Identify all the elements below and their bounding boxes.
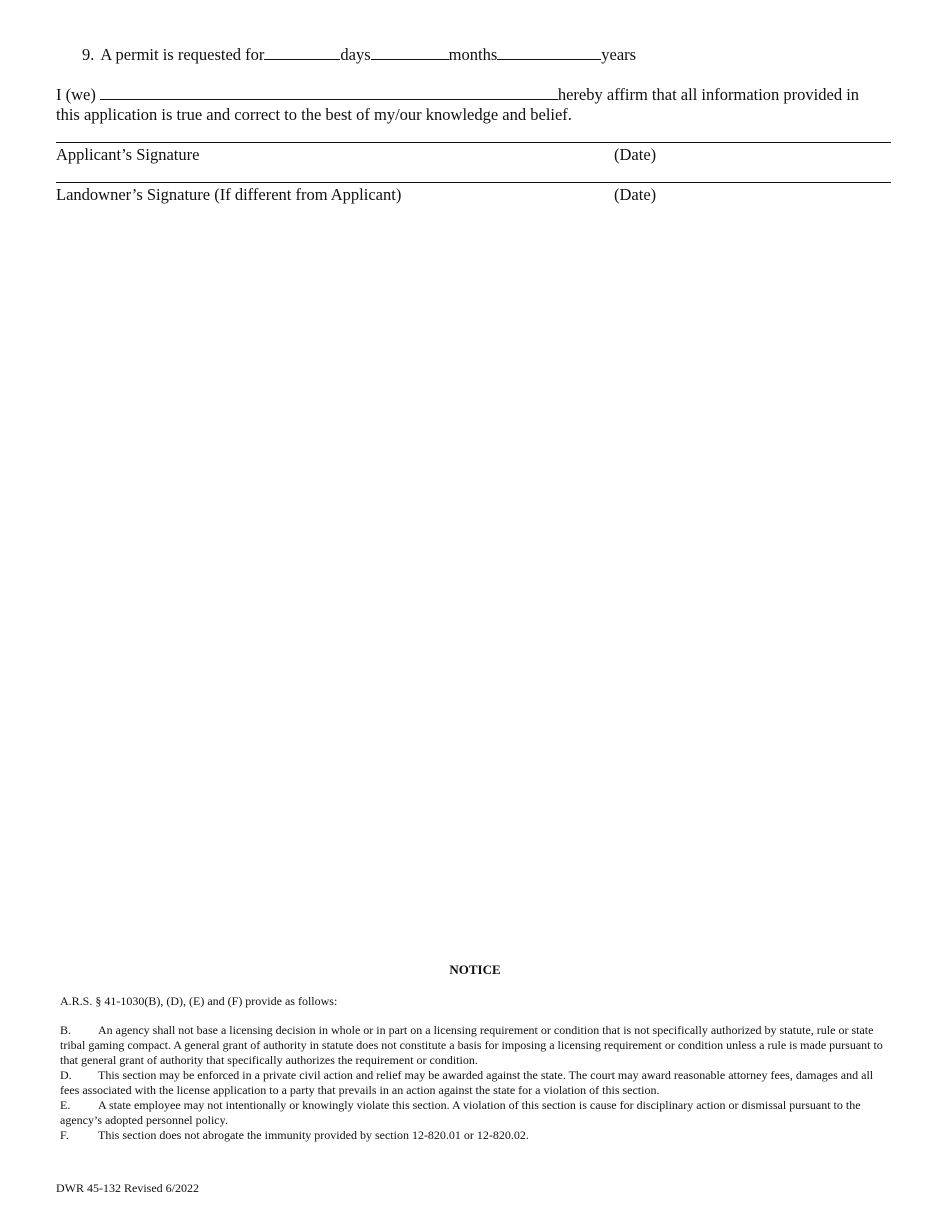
clause-text: A state employee may not intentionally or knowingly violate this section. A violation of this section is cause for disciplinary action or dismissal pursuant to the agency’s adopted personnel policy. bbox=[60, 1098, 861, 1127]
form-id: DWR 45-132 Revised 6/2022 bbox=[56, 1181, 199, 1195]
clause-text: This section does not abrogate the immunity provided by section 12-820.01 or 12-820.02. bbox=[98, 1128, 529, 1142]
clause-letter: E. bbox=[60, 1098, 71, 1112]
item-number: 9. bbox=[82, 45, 95, 64]
permit-duration-label: A permit is requested for bbox=[100, 45, 265, 64]
clause-text: This section may be enforced in a private civil action and relief may be awarded against the state. The court may award reasonable attorney fees, damages and all fees associated with the license application to a party that prevails in an action against the state for a violation of this section. bbox=[60, 1068, 874, 1097]
applicant-date-label: (Date) bbox=[614, 145, 657, 164]
years-input-line[interactable] bbox=[497, 45, 601, 60]
days-input-line[interactable] bbox=[264, 45, 340, 60]
clause-text: An agency shall not base a licensing decision in whole or in part on a licensing requirement or condition that is not specifically authorized by statute, rule or state tribal gaming compact. A general grant of authority in statute does not constitute a basis for imposing a licensing requirement or condition unless a rule is made pursuant to that general grant of authority that specifically authorizes the requirement or condition. bbox=[60, 1023, 883, 1067]
affirmation-prefix: I (we) bbox=[56, 85, 96, 104]
days-label: days bbox=[340, 45, 371, 64]
applicant-signature-line[interactable] bbox=[56, 142, 891, 143]
landowner-signature-line[interactable] bbox=[56, 182, 891, 183]
years-label: years bbox=[601, 45, 637, 64]
permit-duration-question bbox=[82, 45, 636, 65]
notice-clause-b bbox=[60, 1023, 886, 1068]
affirmation-statement bbox=[56, 85, 876, 125]
notice-clause-d bbox=[60, 1068, 886, 1098]
clause-letter: D. bbox=[60, 1068, 72, 1082]
months-input-line[interactable] bbox=[371, 45, 449, 60]
notice-intro: A.R.S. § 41-1030(B), (D), (E) and (F) provide as follows: bbox=[60, 994, 338, 1008]
notice-clauses bbox=[60, 1023, 886, 1143]
notice-title: NOTICE bbox=[449, 962, 501, 977]
affirmation-text: hereby affirm that all information provided in this application is true and correct to the best of my/our knowledge and belief. bbox=[56, 85, 860, 124]
clause-letter: F. bbox=[60, 1128, 69, 1142]
applicant-signature-label: Applicant’s Signature bbox=[56, 145, 200, 164]
notice-clause-e bbox=[60, 1098, 886, 1128]
months-label: months bbox=[448, 45, 498, 64]
applicant-name-input-line[interactable] bbox=[100, 85, 558, 100]
notice-clause-f bbox=[60, 1128, 886, 1143]
landowner-signature-label: Landowner’s Signature (If different from Applicant) bbox=[56, 185, 402, 204]
clause-letter: B. bbox=[60, 1023, 72, 1037]
landowner-date-label: (Date) bbox=[614, 185, 657, 204]
